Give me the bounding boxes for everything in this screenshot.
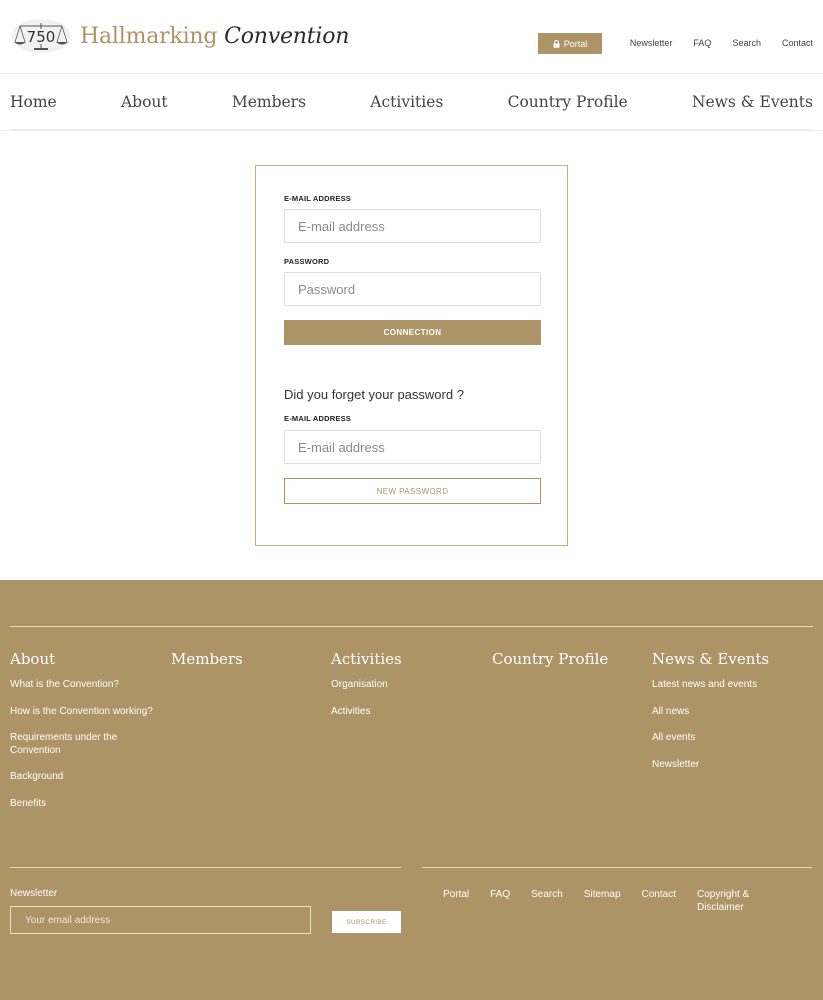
forgot-email-label: E-MAIL ADDRESS [284,414,351,423]
footer-link[interactable]: Benefits [10,797,47,809]
footer-col-activities [331,650,481,732]
bottom-link-sitemap[interactable]: Sitemap [583,889,621,900]
top-link-faq[interactable]: FAQ [693,38,712,48]
forgot-email-input[interactable] [284,430,541,464]
subscribe-button[interactable]: SUBSCRIBE [332,911,401,933]
footer-divider-left [10,867,401,868]
logo-title [80,24,349,49]
footer-link[interactable]: Activities [331,705,371,717]
scales-logo-icon [10,18,72,54]
footer-bottom-links [443,889,767,914]
nav-item-activities[interactable]: Activities [370,92,444,111]
password-label: PASSWORD [284,257,330,266]
login-panel [255,165,568,546]
newsletter-label: Newsletter [10,888,58,899]
footer-link[interactable]: What is the Convention? [10,679,119,690]
bottom-link-portal[interactable]: Portal [443,889,470,900]
portal-label: Portal [563,38,588,49]
footer-divider [10,626,813,627]
email-input[interactable] [284,209,541,243]
logo-word-convention: Convention [224,23,350,49]
email-label: E-MAIL ADDRESS [284,194,351,203]
lock-icon [553,40,560,48]
footer-col-members [171,650,321,679]
footer-link[interactable]: Background [10,771,64,782]
nav-item-about[interactable]: About [120,92,168,111]
bottom-link-contact[interactable]: Contact [641,889,676,900]
portal-button[interactable] [538,33,602,54]
top-link-contact[interactable]: Contact [781,38,813,48]
newsletter-email-input[interactable] [10,906,311,934]
footer-col-title[interactable]: About [10,650,56,668]
bottom-link-copyright[interactable]: Copyright & Disclaimer [696,889,750,913]
forgot-password-title: Did you forget your password ? [284,387,464,402]
footer-col-title[interactable]: Members [171,650,243,668]
bottom-link-faq[interactable]: FAQ [490,889,511,900]
footer-col-title[interactable]: News & Events [652,650,770,668]
footer-col-about [10,650,160,824]
logo-word-hallmarking: Hallmarking [80,23,218,49]
footer-link[interactable]: All events [652,732,696,743]
top-link-search[interactable]: Search [732,38,761,48]
top-links [630,38,813,48]
footer-col-news-events [652,650,802,785]
site-header [0,0,823,74]
footer-col-title[interactable]: Country Profile [492,650,609,668]
nav-item-members[interactable]: Members [231,92,307,111]
new-password-button[interactable]: NEW PASSWORD [284,478,541,504]
nav-item-home[interactable]: Home [10,92,57,111]
footer-link[interactable]: Requirements under the Convention [10,732,118,756]
top-link-newsletter[interactable]: Newsletter [629,38,673,48]
site-footer [0,580,823,1000]
footer-link[interactable]: Newsletter [652,758,700,770]
site-logo[interactable] [10,18,349,54]
footer-divider-right [422,867,812,868]
footer-col-title[interactable]: Activities [331,650,402,668]
footer-link[interactable]: Latest news and events [652,679,758,690]
footer-col-country-profile [492,650,642,679]
footer-link[interactable]: All news [652,705,690,717]
nav-item-news-events[interactable]: News & Events [691,92,813,111]
svg-text:750: 750 [26,28,56,46]
footer-link[interactable]: Organisation [331,679,388,690]
connection-button[interactable]: CONNECTION [284,320,541,345]
footer-link[interactable]: How is the Convention working? [10,705,153,717]
main-nav [10,74,813,130]
password-input[interactable] [284,272,541,306]
nav-divider [0,130,823,131]
nav-item-country-profile[interactable]: Country Profile [507,92,628,111]
bottom-link-search[interactable]: Search [531,889,563,900]
